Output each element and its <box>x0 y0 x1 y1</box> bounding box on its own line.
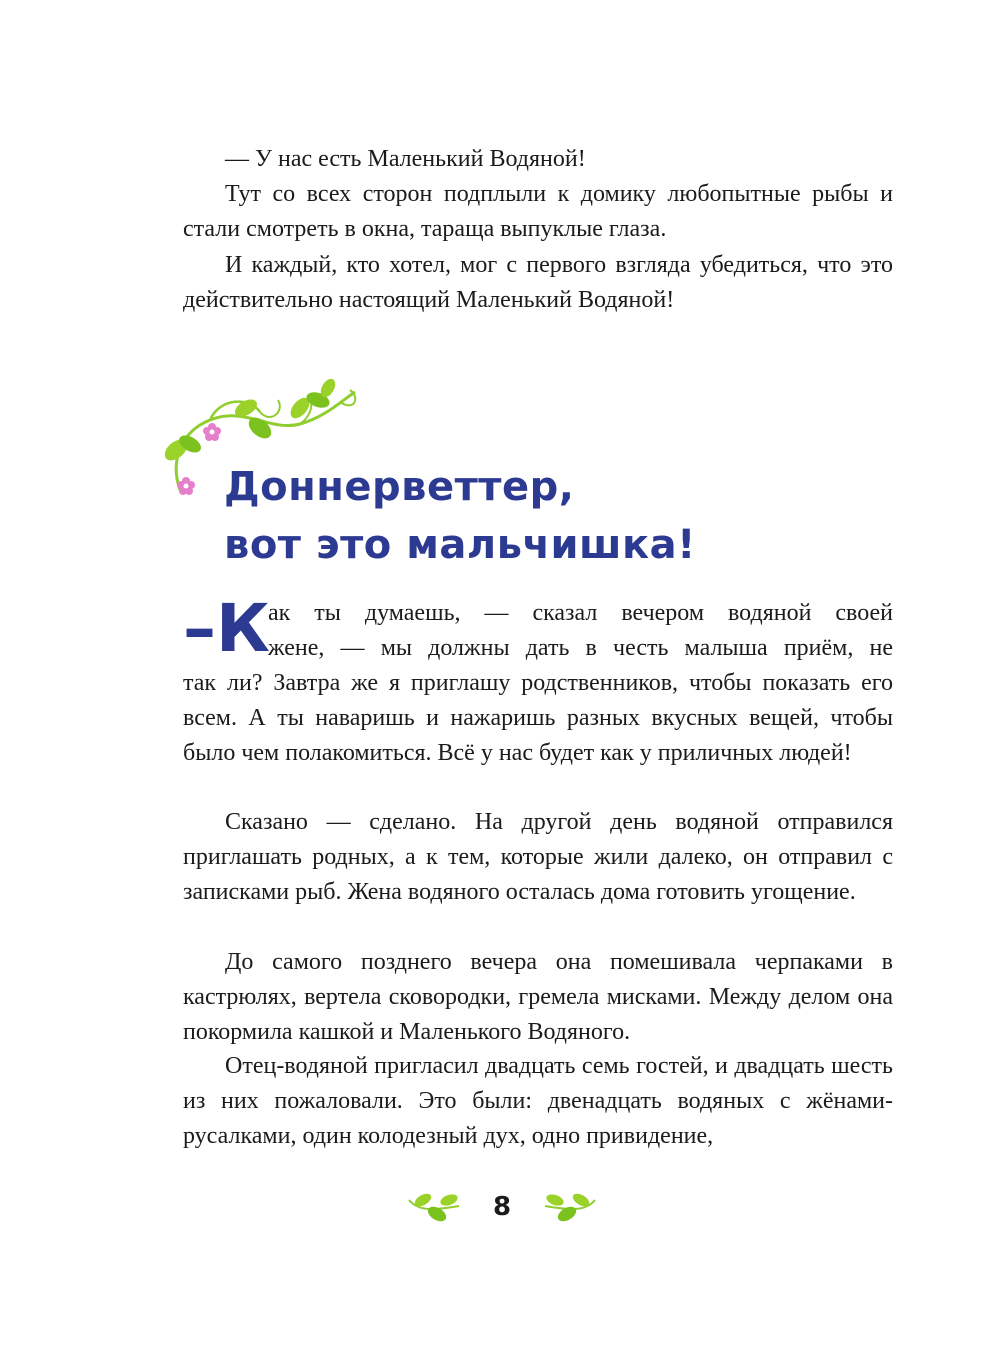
right-leaf-ornament-icon <box>541 1190 599 1224</box>
drop-cap: –К <box>183 590 270 667</box>
intro-paragraph-2: Тут со всех сторон подплыли к домику любопытные рыбы и стали смотреть в окна, тараща выпуклые глаза. <box>183 181 893 242</box>
page-footer <box>0 1190 1004 1224</box>
opening-line-1: ак ты думаешь, — сказал вечером водяной своей <box>268 600 893 626</box>
body-paragraph-1: Сказано — сделано. На другой день водяной отправился приглашать родных, а к тем, которые жили далеко, он отправил с записками рыб. Жена водяного осталась дома готовить угощение. <box>183 809 893 905</box>
chapter-title-line-1: Доннерветтер, <box>224 464 575 510</box>
opening-paragraph-rest: так ли? Завтра же я приглашу родственников, чтобы показать его всем. А ты наваришь и нажаришь разных вкусных вещей, чтобы было чем полакомиться. Всё у нас будет как у приличных людей! <box>183 670 893 766</box>
page-number: 8 <box>492 1192 512 1222</box>
chapter-title-line-2: вот это мальчишка! <box>224 522 696 568</box>
intro-paragraph-3: И каждый, кто хотел, мог с первого взгляда убедиться, что это действительно настоящий Маленький Водяной! <box>183 252 893 313</box>
opening-line-2: жене, — мы должны дать в честь малыша приём, не <box>268 635 893 661</box>
intro-paragraph-1: — У нас есть Маленький Водяной! <box>225 146 586 172</box>
chapter-title <box>224 458 696 574</box>
body-paragraph-2: До самого позднего вечера она помешивала черпаками в кастрюлях, вертела сковородки, гремела мисками. Между делом она покормила кашкой и Маленького Водяного. <box>183 949 893 1045</box>
left-leaf-ornament-icon <box>405 1190 463 1224</box>
body-paragraph-3: Отец-водяной пригласил двадцать семь гостей, и двадцать шесть из них пожаловали. Это были: двенадцать водяных с жёнами-русалками, один колодезный дух, одно привидение, <box>183 1053 893 1149</box>
